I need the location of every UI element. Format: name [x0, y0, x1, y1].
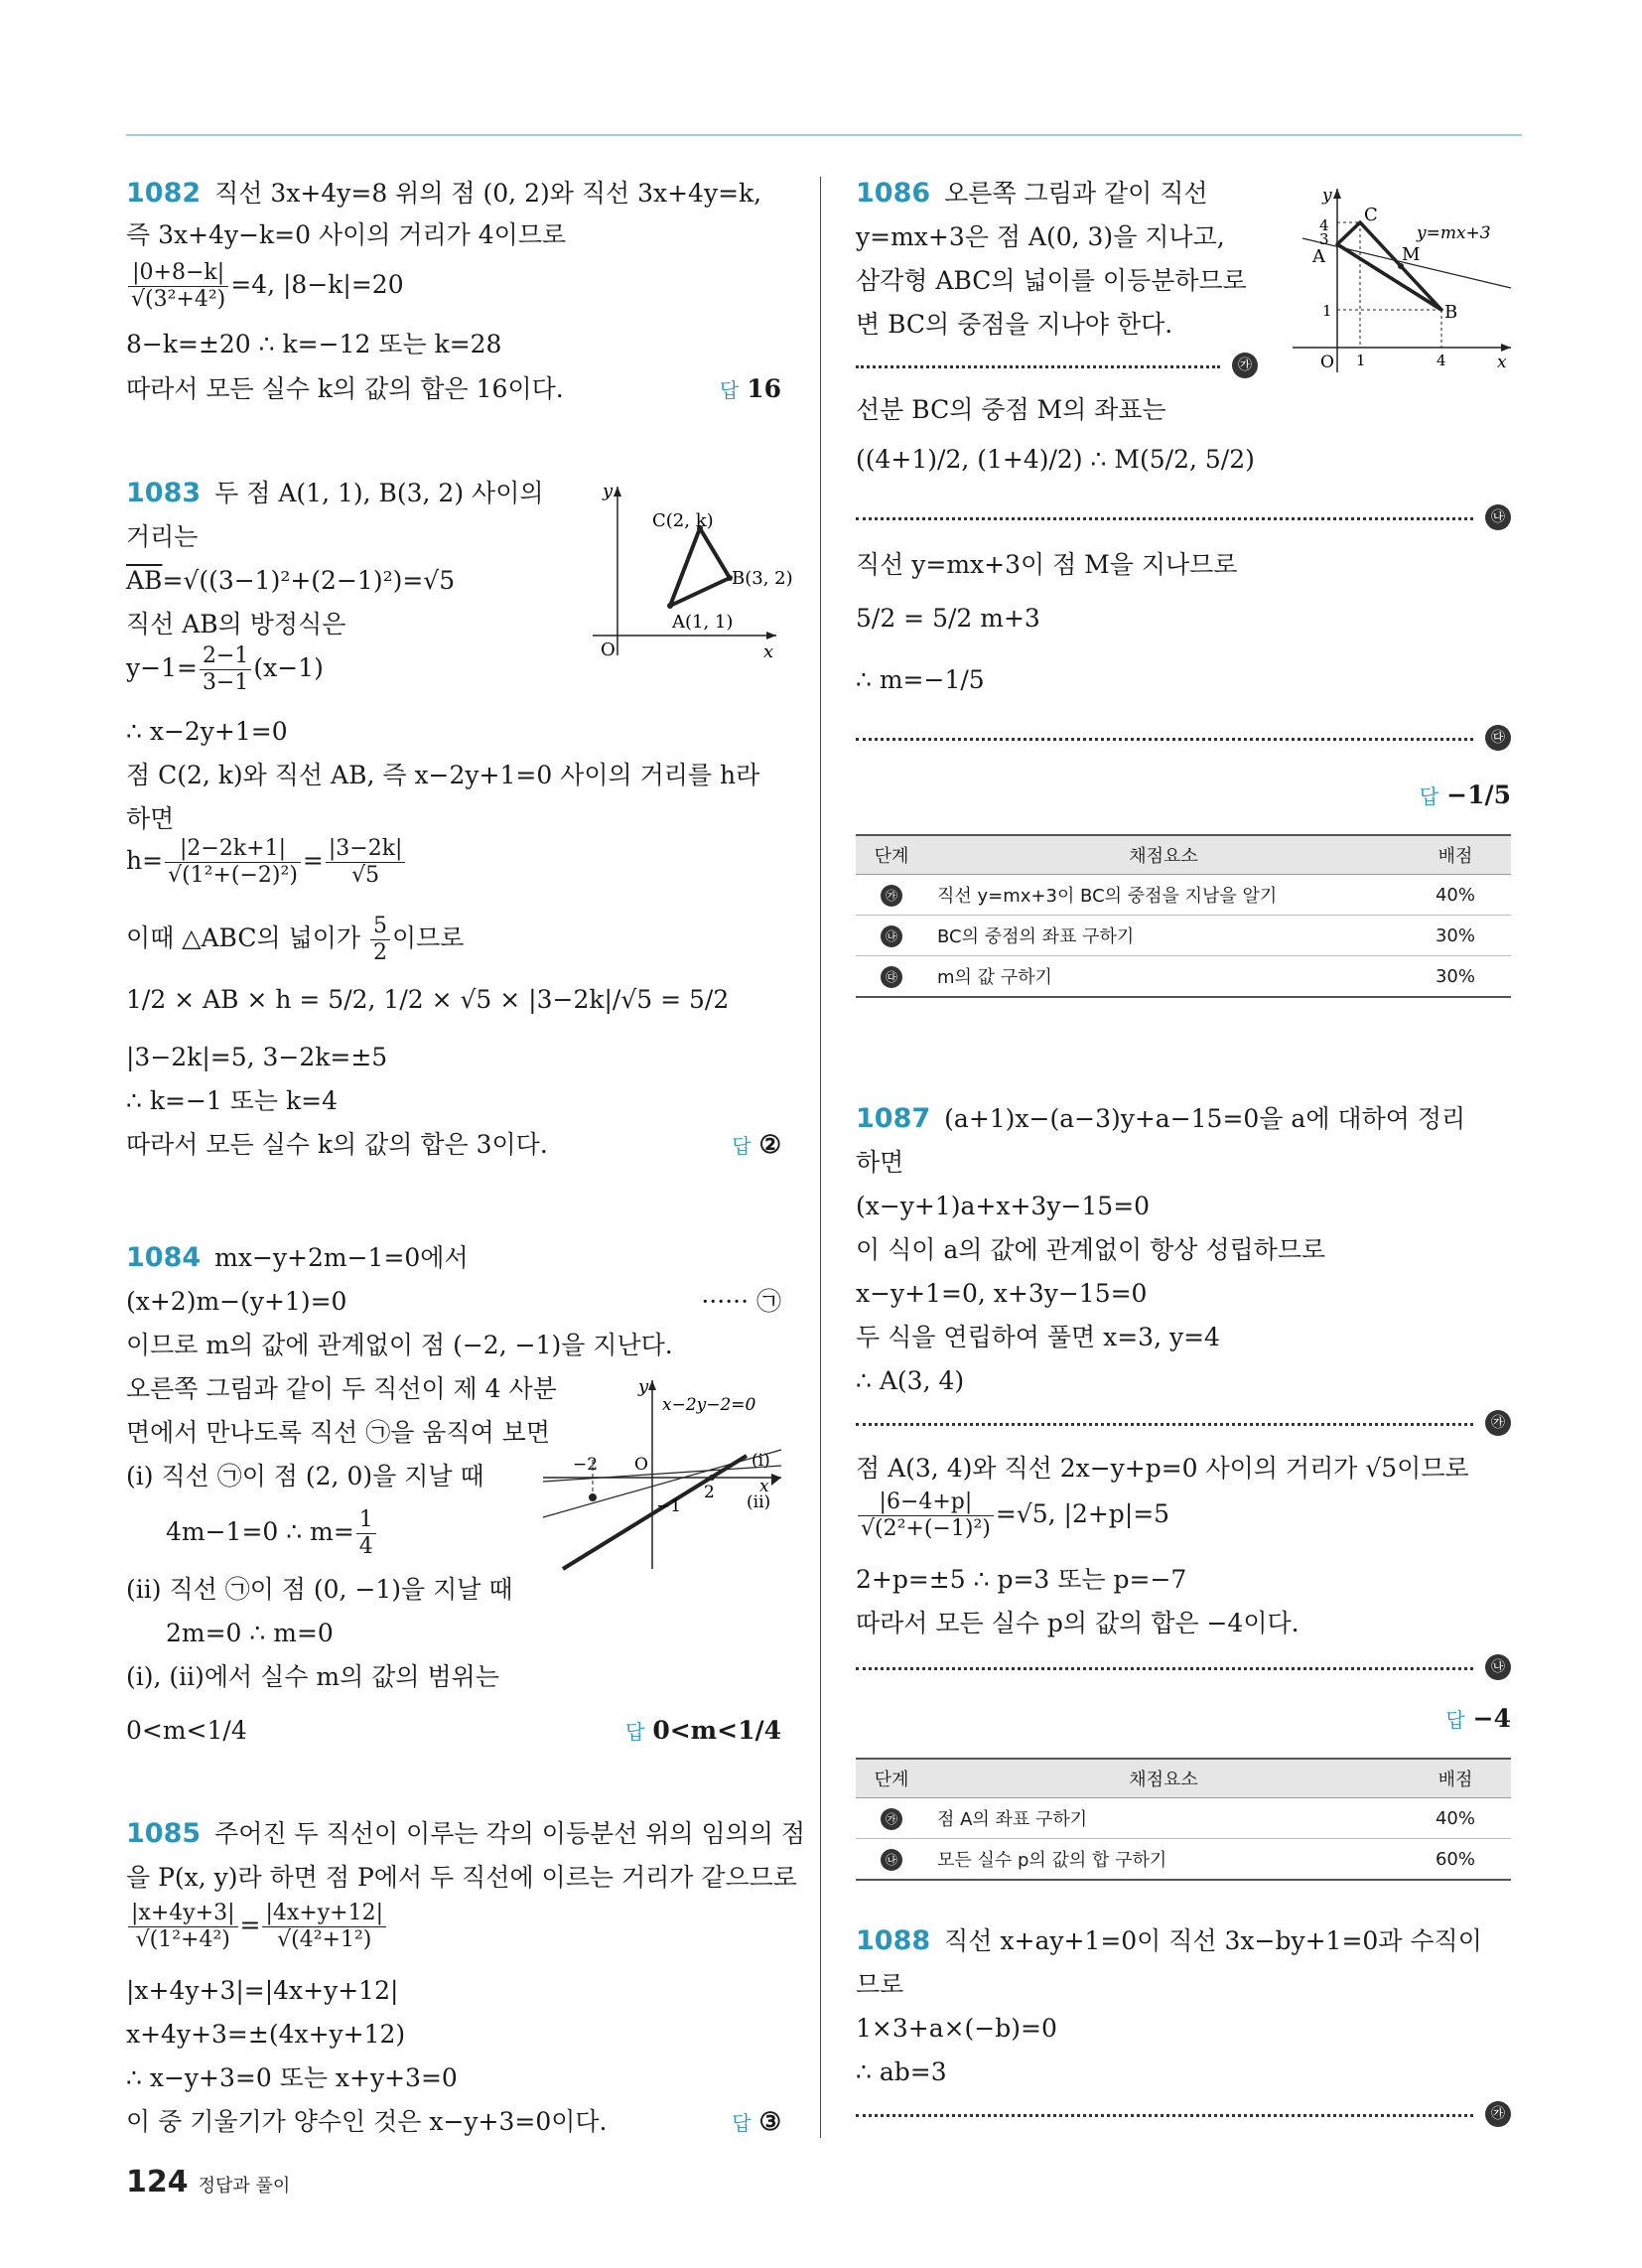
svg-text:C: C	[1364, 205, 1378, 225]
svg-text:y: y	[603, 481, 614, 501]
svg-text:x: x	[763, 641, 774, 662]
svg-text:C(2, k): C(2, k)	[652, 510, 714, 531]
scoring-table: 단계 채점요소 배점 ㉮ 직선 y=mx+3이 BC의 중점을 지남을 알기 40% ㉯ BC의 중점의 좌표 구하기 30% ㉰ m의 값 구하기 30%	[856, 834, 1511, 998]
answer: 답 ②	[732, 1130, 781, 1159]
svg-text:(i): (i)	[752, 1451, 770, 1471]
svg-text:2: 2	[704, 1483, 715, 1502]
answer: 답 0<m<1/4	[625, 1716, 781, 1745]
table-row: ㉮ 직선 y=mx+3이 BC의 중점을 지남을 알기 40%	[856, 875, 1511, 916]
step-marker: ㉯	[856, 1654, 1511, 1682]
table-row: ㉮ 점 A의 좌표 구하기 40%	[856, 1798, 1511, 1839]
svg-text:A(1, 1): A(1, 1)	[672, 612, 734, 633]
svg-text:1: 1	[1356, 352, 1366, 369]
svg-text:M: M	[1402, 244, 1421, 265]
svg-text:y=mx+3: y=mx+3	[1417, 223, 1491, 243]
footer-label: 정답과 풀이	[198, 2176, 291, 2197]
svg-text:O: O	[601, 639, 616, 660]
table-row: ㉯ 모든 실수 p의 값의 합 구하기 60%	[856, 1839, 1511, 1881]
svg-text:A: A	[1312, 246, 1325, 267]
svg-text:x−2y−2=0: x−2y−2=0	[662, 1395, 756, 1415]
answer: 답 −4	[1445, 1704, 1511, 1733]
step-marker: ㉮	[856, 353, 1258, 380]
svg-text:B(3, 2): B(3, 2)	[732, 568, 793, 589]
step-marker: ㉯	[856, 504, 1511, 532]
column-divider	[820, 177, 821, 2138]
svg-text:B: B	[1444, 302, 1458, 323]
step-marker: ㉮	[856, 2101, 1511, 2129]
svg-text:4: 4	[1437, 352, 1446, 369]
triangle-figure	[573, 477, 793, 662]
problem-number: 1082	[126, 178, 202, 209]
triangle-figure	[1283, 179, 1511, 377]
svg-text:O: O	[1320, 353, 1334, 372]
fraction: $\frac{|0+8-k|}{\text{√(3²+4²)}}$	[128, 260, 228, 313]
svg-text:x: x	[759, 1477, 769, 1496]
svg-text:y: y	[638, 1376, 649, 1397]
answer: 답 −1/5	[1419, 780, 1511, 809]
table-row: ㉯ BC의 중점의 좌표 구하기 30%	[856, 916, 1511, 956]
answer: 답 16	[719, 374, 781, 403]
step-marker: ㉰	[856, 725, 1511, 753]
scoring-table: 단계 채점요소 배점 ㉮ 점 A의 좌표 구하기 40% ㉯ 모든 실수 p의 값의 합 구하기 60%	[856, 1758, 1511, 1881]
answer: 답 ③	[732, 2107, 781, 2136]
svg-text:x: x	[1497, 353, 1507, 372]
table-row: ㉰ m의 값 구하기 30%	[856, 956, 1511, 998]
svg-text:−2: −2	[573, 1455, 599, 1475]
svg-text:(ii): (ii)	[747, 1492, 771, 1512]
svg-text:3: 3	[1319, 230, 1329, 248]
page-footer	[126, 2165, 290, 2199]
svg-text:−1: −1	[656, 1496, 682, 1516]
top-rule	[126, 134, 1522, 136]
svg-text:O: O	[634, 1455, 648, 1475]
svg-text:y: y	[1322, 186, 1332, 206]
step-marker: ㉮	[856, 1410, 1511, 1438]
svg-text:4: 4	[1319, 216, 1329, 234]
svg-text:1: 1	[1322, 302, 1332, 320]
page-number: 124	[126, 2165, 189, 2199]
lines-figure	[543, 1370, 781, 1569]
